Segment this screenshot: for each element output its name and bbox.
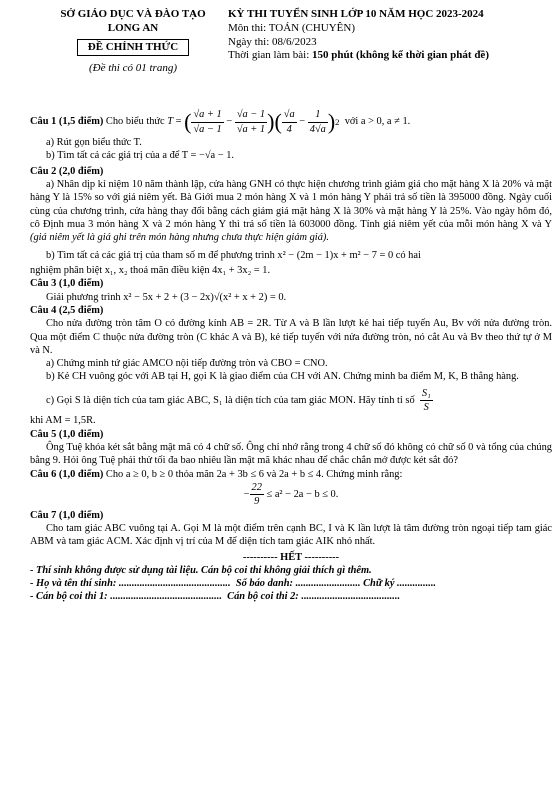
q2-part-a-text: a) Nhân dịp kỉ niệm 10 năm thành lập, cửa hàng GNH có thực hiện chương trình giảm giá cho mặt hàng X là 20% và mặt hàng Y là 15% so với giá niêm yết. Bà Giới mua 2 món hàng X và 1 món hàng Y phải trả số tiền là 395000 đồng. Ngày cuối cùng của chương trình, cửa hàng thay đổi bằng cách giảm giá mặt hàng X là 30% và mặt hàng Y là 25%. Vào ngày hôm đó, cô Định mua 3 món hàng X và 2 món hàng Y thì trả số tiền là 603000 đồng. Tính giá niêm yết của mỗi món hàng X và Y (30, 179, 552, 231)
q4-part-c (30, 387, 552, 415)
q3-label: Câu 3 (1,0 điểm) (30, 278, 104, 290)
q2-label: Câu 2 (2,0 điểm) (30, 165, 104, 177)
q4-label: Câu 4 (2,5 điểm) (30, 304, 104, 316)
q4-part-b: b) Kẻ CH vuông góc với AB tại H, gọi K là giao điểm của CH với AN. Chứng minh ba điểm M, K, B thẳng hàng. (46, 371, 519, 383)
q4-ratio (420, 387, 433, 415)
q5-text: Ông Tuệ khóa két sắt bằng mật mã có 4 chữ số. Ông chỉ nhớ rằng trong 4 chữ số đó không có chữ số 0 và tổng của chúng bằng 9. Hỏi ông Tuệ phải thử tối đa bao nhiêu lần mật mã khác nhau để chắc chắn mở được két sắt đó? (30, 442, 552, 467)
q6-inequality: − $\frac{22}{9}$ ≤ a² − 2a − b ≤ 0. (243, 481, 339, 508)
exam-body (30, 108, 552, 604)
time-line (228, 49, 558, 63)
q1-condition: với a > 0, a ≠ 1. (344, 116, 411, 128)
ineq-den: 9 (254, 496, 260, 508)
q4-part-c-cond: khi AM = 1,5R. (30, 415, 96, 427)
q2-part-b-line2: nghiệm phân biệt x₁, x₂ thoả mãn điều kiện 4x₁ + 3x₂ = 1. (30, 264, 271, 276)
time-label: Thời gian làm bài: (228, 49, 313, 62)
subject-line: Môn thi: TOÁN (CHUYÊN) (228, 21, 356, 34)
date-line: Ngày thi: 08/6/2023 (228, 35, 317, 48)
q5-label: Câu 5 (1,0 điểm) (30, 428, 104, 440)
footer (30, 551, 552, 604)
footer-note: - Thí sinh không được sử dụng tài liệu. Cán bộ coi thi không giải thích gì thêm. (30, 564, 372, 576)
official-box: ĐỀ CHÍNH THỨC (77, 39, 189, 57)
ratio-den: S (423, 402, 429, 414)
question-5 (30, 428, 552, 468)
ineq-num: 22 (250, 481, 264, 495)
province-name: LONG AN (107, 21, 159, 34)
question-2 (30, 165, 552, 278)
q2-part-a-note: (giá niêm yết là giá ghi trên món hàng nhưng chưa thực hiện giảm giá). (30, 232, 329, 244)
q1-label: Câu 1 (1,5 điểm) (30, 116, 104, 128)
q2-part-a (30, 178, 552, 245)
q1-intro: Cho biểu thức (105, 116, 165, 128)
question-4 (30, 304, 552, 428)
header-left (48, 8, 218, 76)
exam-title: KỲ THI TUYỂN SINH LỚP 10 NĂM HỌC 2023-2024 (228, 8, 484, 20)
q3-text: Giải phương trình x² − 5x + 2 + (3 − 2x)√(x² + x + 2) = 0. (46, 291, 287, 303)
footer-proctors (30, 590, 552, 603)
q2-part-b-line1: b) Tìm tất cả các giá trị của tham số m để phương trình x² − (2m − 1)x + m² − 7 = 0 có hai (46, 249, 421, 261)
pages-note: (Đề thi có 01 trang) (89, 62, 177, 75)
proctor-1-line: - Cán bộ coi thi 1: ........................................... (30, 591, 222, 603)
ineq-rest: ≤ a² − 2a − b ≤ 0. (266, 489, 339, 501)
q1-part-b: b) Tìm tất cả các giá trị của a để T = −√a − 1. (46, 150, 235, 162)
q4-part-a: a) Chứng minh tứ giác AMCO nội tiếp đường tròn và CBO = CNO. (46, 358, 328, 370)
end-marker: ---------- HẾT ---------- (242, 551, 340, 563)
q4-part-c-text: c) Gọi S là diện tích của tam giác ABC, S₁ là diện tích của tam giác MON. Hãy tính tỉ số (46, 394, 415, 406)
header-right (228, 8, 558, 63)
candidate-name-line: - Họ và tên thí sinh: ........................................... (30, 578, 231, 590)
candidate-number-line: Số báo danh: ......................... Chữ ký ............... (235, 578, 437, 590)
question-7 (30, 509, 552, 549)
question-3 (30, 277, 552, 304)
q1-formula: T = ( $\frac{√a + 1}{√a - 1}$ − $\frac{√a - 1}{√a + 1}$ ) ( $\frac{√a}{4}$ − $\frac{1}{4√a}$ ) 2 (167, 109, 340, 135)
question-6 (30, 468, 552, 509)
q6-label: Câu 6 (1,0 điểm) (30, 468, 104, 480)
footer-candidate (30, 577, 552, 590)
q4-intro: Cho nửa đường tròn tâm O có đường kính AB = 2R. Từ A và B lần lượt kẻ hai tiếp tuyến Au, Bv với nửa đường tròn. Qua một điểm C thuộc nửa đường tròn (C khác A và B), kẻ tiếp tuyến với nửa đường tròn, nó cắt Au và Bv theo thứ tự ở M và N. (30, 318, 552, 356)
q6-text: Cho a ≥ 0, b ≥ 0 thỏa mãn 2a + 3b ≤ 6 và 2a + b ≤ 4. Chứng minh rằng: (105, 468, 403, 480)
dept-name: SỞ GIÁO DỤC VÀ ĐÀO TẠO (60, 8, 206, 20)
ratio-num: S₁ (420, 387, 433, 401)
q7-label: Câu 7 (1,0 điểm) (30, 509, 104, 521)
question-1 (30, 108, 552, 163)
q7-text: Cho tam giác ABC vuông tại A. Gọi M là một điểm trên cạnh BC, I và K lần lượt là tâm đường tròn ngoại tiếp tam giác ABM và tam giác ACM. Xác định vị trí của M để diện tích tam giác AIK nhỏ nhất. (30, 522, 552, 548)
proctor-2-line: Cán bộ coi thi 2: ...................................... (227, 591, 401, 603)
time-value: 150 phút (không kể thời gian phát đề) (312, 49, 489, 62)
q1-part-a: a) Rút gọn biểu thức T. (46, 137, 142, 149)
